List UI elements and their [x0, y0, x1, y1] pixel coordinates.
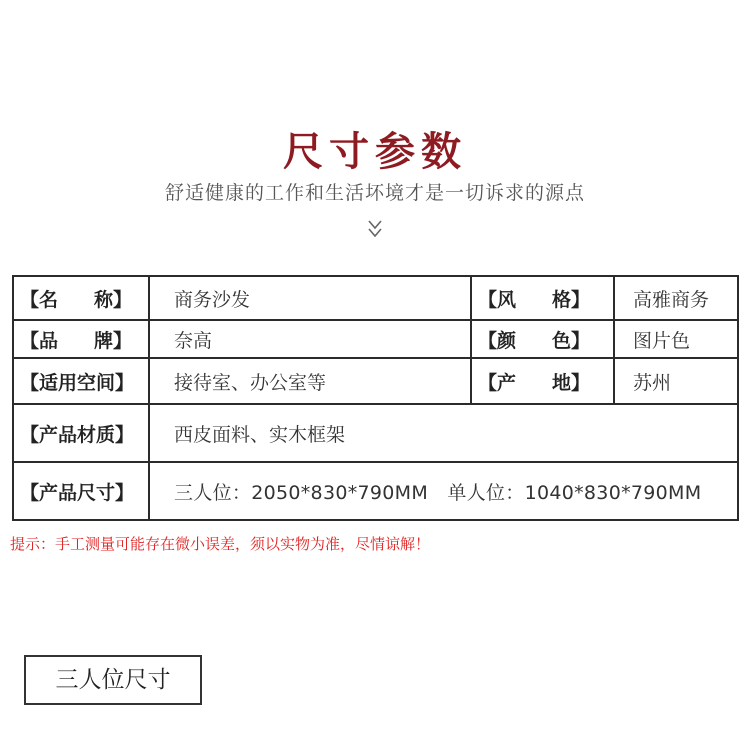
spec-row-brand-color [13, 320, 738, 358]
label-style: 【风 格】 [471, 276, 614, 320]
label-origin: 【产 地】 [471, 358, 614, 404]
spec-row-space-origin [13, 358, 738, 404]
value-name: 商务沙发 [149, 276, 471, 320]
spec-row-size [13, 462, 738, 520]
value-brand: 奈高 [149, 320, 471, 358]
value-material: 西皮面料、实木框架 [149, 404, 738, 462]
measurement-note: 提示：手工测量可能存在微小误差，须以实物为准，尽情谅解！ [10, 535, 431, 553]
value-origin: 苏州 [614, 358, 738, 404]
spec-table [12, 275, 739, 521]
value-style: 高雅商务 [614, 276, 738, 320]
label-size: 【产品尺寸】 [13, 462, 149, 520]
label-brand: 【品 牌】 [13, 320, 149, 358]
value-color: 图片色 [614, 320, 738, 358]
label-space: 【适用空间】 [13, 358, 149, 404]
page-title: 尺寸参数 [283, 129, 467, 175]
label-color: 【颜 色】 [471, 320, 614, 358]
double-chevron-down-icon [366, 218, 384, 240]
value-space: 接待室、办公室等 [149, 358, 471, 404]
value-size: 三人位：2050*830*790MM 单人位：1040*830*790MM [149, 462, 738, 520]
spec-row-name-style [13, 276, 738, 320]
label-name: 【名 称】 [13, 276, 149, 320]
label-material: 【产品材质】 [13, 404, 149, 462]
spec-row-material [13, 404, 738, 462]
page-subtitle: 舒适健康的工作和生活坏境才是一切诉求的源点 [164, 182, 585, 204]
section-label-three-seat-size: 三人位尺寸 [24, 655, 202, 705]
